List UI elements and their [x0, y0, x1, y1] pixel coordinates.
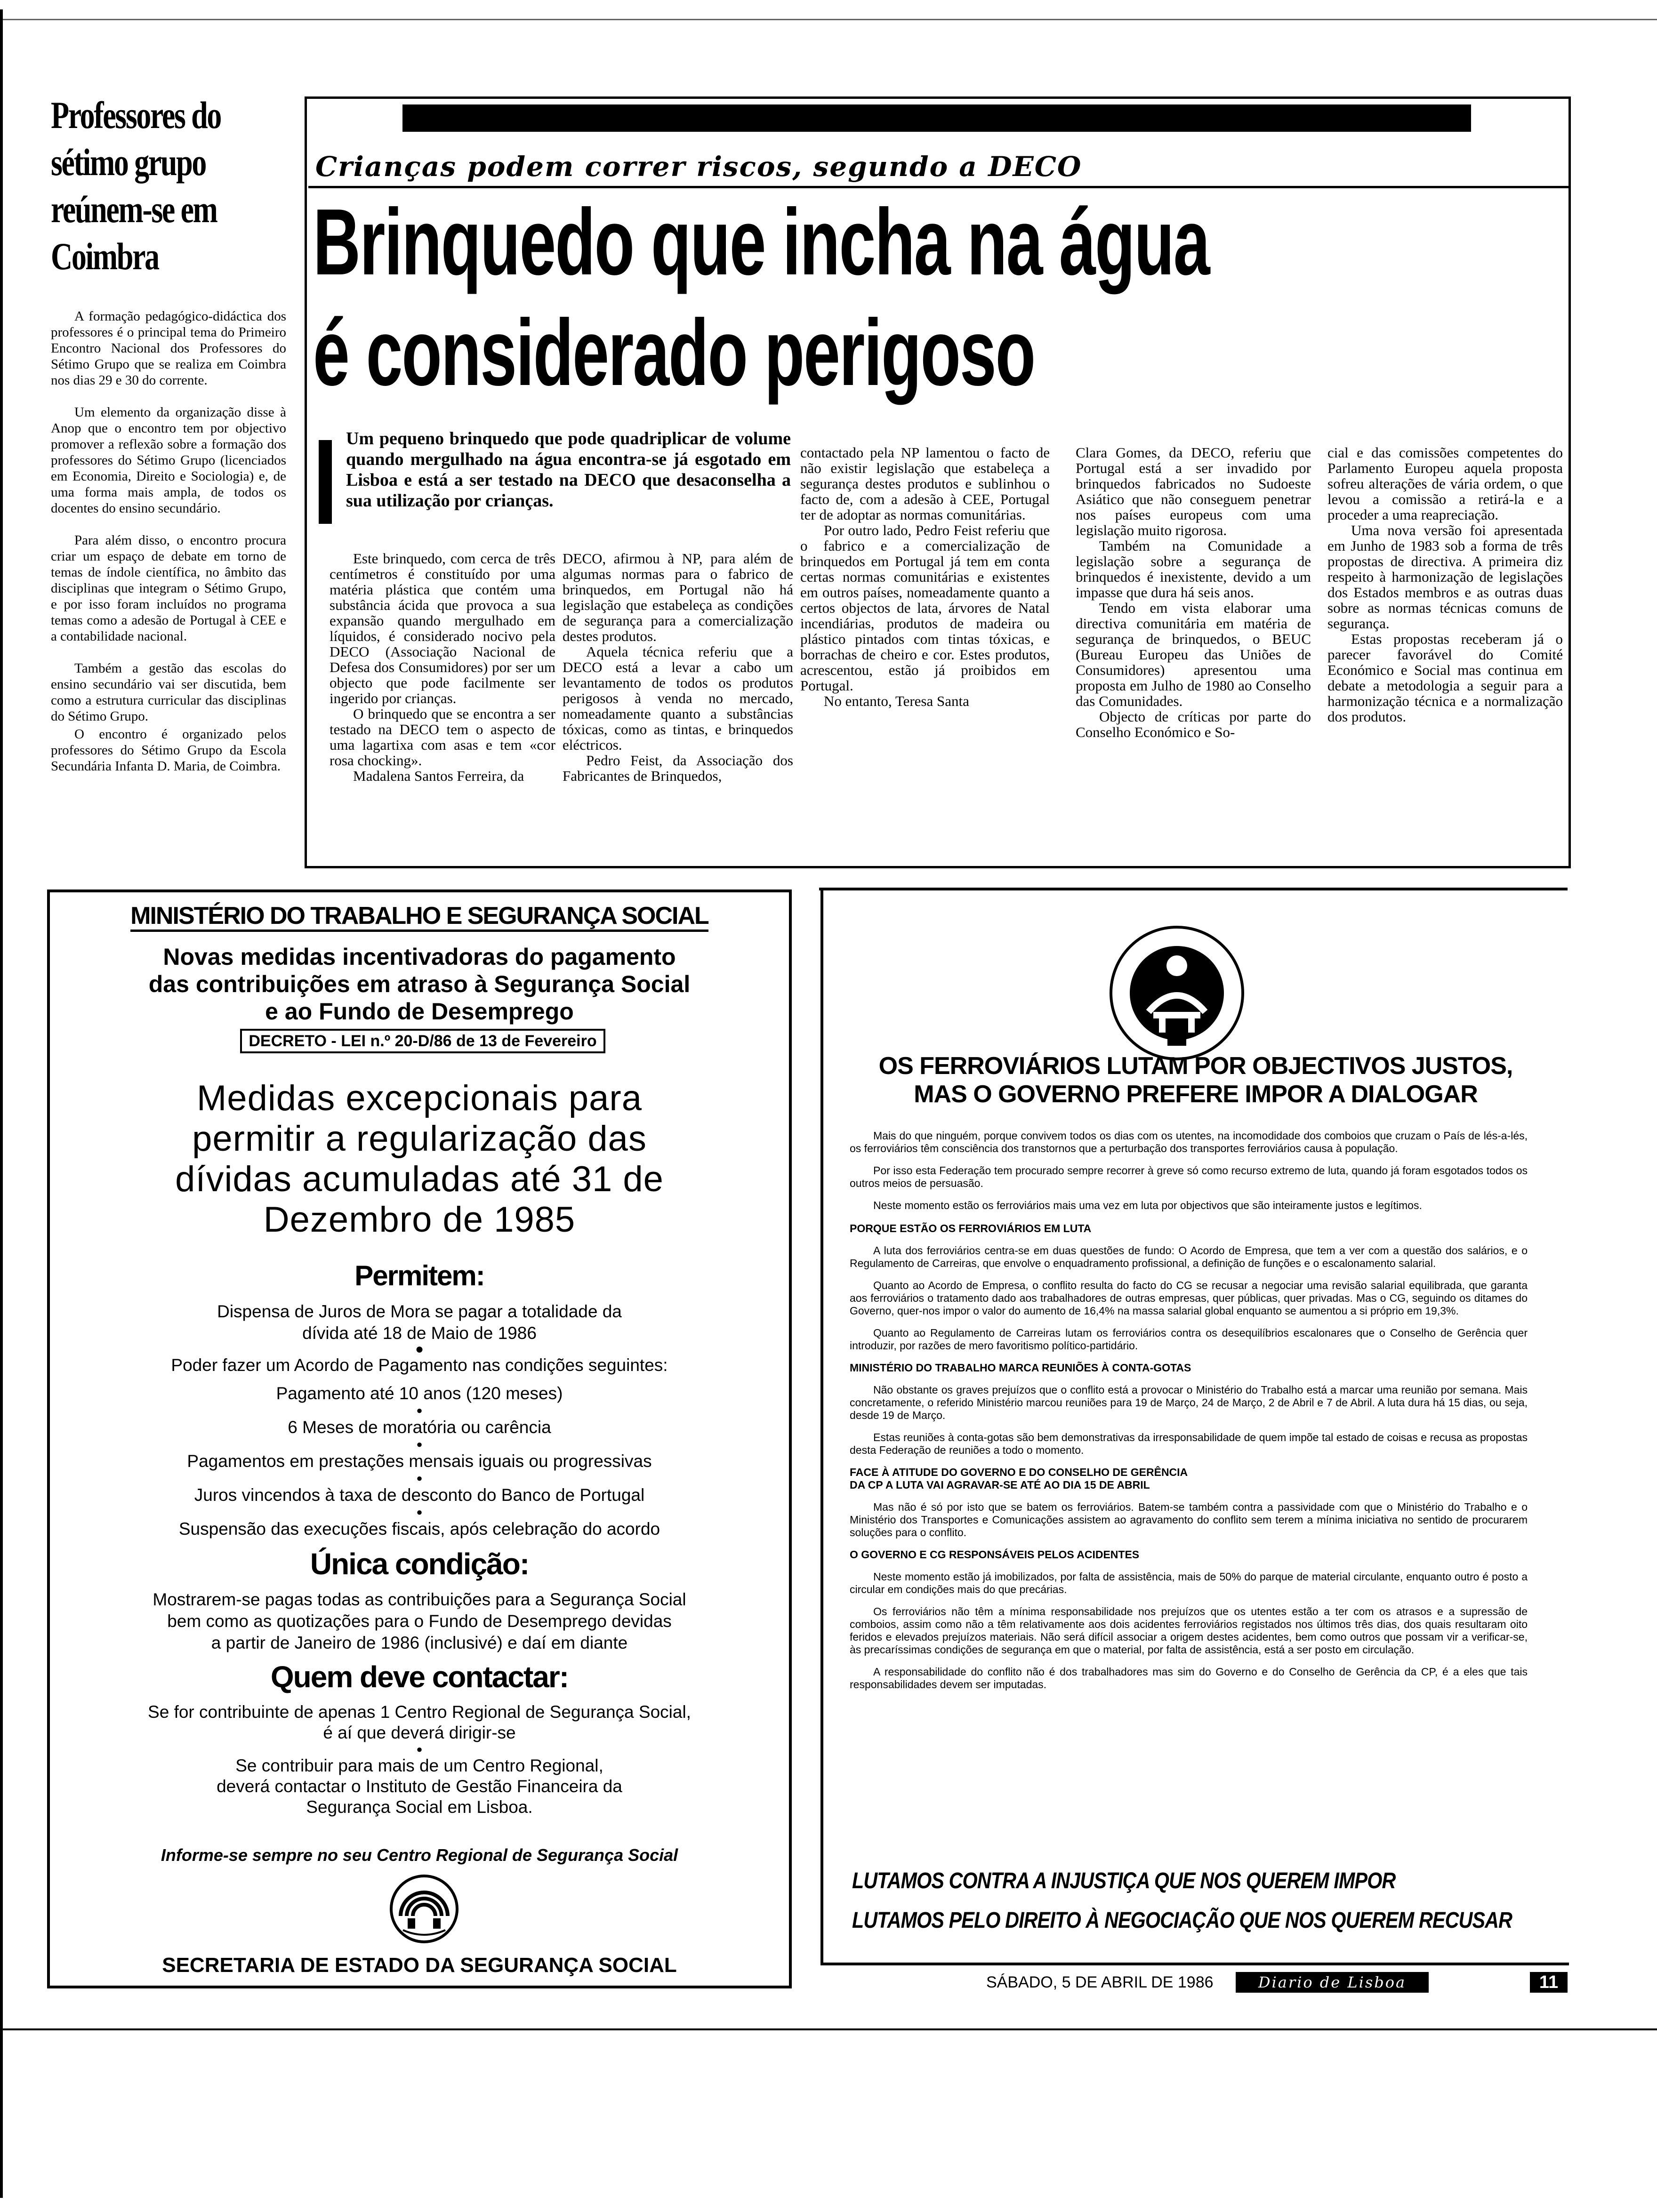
lead-bar	[319, 440, 332, 524]
rail-paragraph: Neste momento estão os ferroviários mais uma vez em luta por objectivos que são inteiramente justos e legítimos.	[873, 1199, 1422, 1211]
headline-line-1: Brinquedo que incha na água	[313, 190, 1209, 295]
seguranca-social-logo	[389, 1874, 459, 1944]
unica-heading: Única condição:	[310, 1547, 529, 1581]
rail-slogans	[852, 1861, 1558, 1940]
condition-item: Pagamentos em prestações mensais iguais ou progressivas	[187, 1451, 652, 1471]
bullet: ●	[416, 1472, 423, 1484]
rail-top-rule	[819, 888, 1568, 890]
col4-paragraph: Clara Gomes, da DECO, referiu que Portugal está a ser invadido por brinquedos fabricados no Sudoeste Asiático que não conseguem penetrar nos países europeus com uma legislação muito rigorosa.	[1076, 445, 1311, 538]
left-paragraph: Para além disso, o encontro procura criar um espaço de debate em torno de temas de índole científica, no âmbito das disciplinas que integram o Sétimo Grupo, e por isso foram incluídos no programa temas como a adesão de Portugal à CEE e a contabilidade nacional.	[51, 533, 286, 644]
ministry-footer: SECRETARIA DE ESTADO DA SEGURANÇA SOCIAL	[162, 1954, 677, 1977]
rail-section-heading: MINISTÉRIO DO TRABALHO MARCA REUNIÕES À CONTA-GOTAS	[850, 1362, 1191, 1374]
article-col-5	[1327, 445, 1563, 864]
article-col-3	[800, 445, 1050, 864]
rail-paragraph: Quanto ao Regulamento de Carreiras lutam os ferroviários contra os desequilíbrios escalonares que o Conselho de Gerência quer introduzir, por razões de mero favoritismo político-partidário.	[850, 1327, 1528, 1352]
col2-paragraph: Pedro Feist, da Associação dos Fabricantes de Brinquedos,	[563, 752, 793, 784]
ministry-header: MINISTÉRIO DO TRABALHO E SEGURANÇA SOCIAL	[50, 902, 789, 930]
col2-paragraph: DECO, afirmou à NP, para além de algumas normas para o fabrico de brinquedos, em Portugal não há legislação que estabeleça as condições de segurança para a comercialização destes produtos.	[563, 551, 793, 644]
page-top-edge	[0, 19, 1657, 20]
rail-paragraph: Quanto ao Acordo de Empresa, o conflito resulta do facto do CG se recusar a negociar uma revisão salarial equilibrada, que garanta aos ferroviários o tratamento dado aos trabalhadores de outras empresas, quer públicas, quer privadas. Mas o CG, seguindo os ditames do Governo, quer-nos impor o valor do aumento de 16,4% na massa salarial global enquanto se aumentou a si próprio em 19,3%.	[850, 1279, 1528, 1317]
unica-text: Mostrarem-se pagas todas as contribuições para a Segurança Social bem como as quotizações para o Fundo de Desemprego devidas a partir de Janeiro de 1986 (inclusivé) e daí em diante	[153, 1590, 686, 1652]
left-paragraph: Também a gestão das escolas do ensino secundário vai ser discutida, bem como a estrutura curricular das disciplinas do Sétimo Grupo.	[51, 661, 286, 724]
col1-paragraph: Este brinquedo, com cerca de três centímetros é constituído por uma matéria plástica que contém uma substância ácida que provoca a sua expansão quando mergulhado em líquidos, é considerado nocivo pela DECO (Associação Nacional de Defesa dos Consumidores) por ser um objecto que pode facilmente ser ingerido por crianças.	[330, 551, 555, 706]
ministry-subtitle: Novas medidas incentivadoras do pagamento das contribuições em atraso à Segurança Social e ao Fundo de Desemprego	[148, 944, 691, 1025]
rail-section-heading: FACE À ATITUDE DO GOVERNO E DO CONSELHO DE GERÊNCIA DA CP A LUTA VAI AGRAVAR-SE ATÉ AO DIA 15 DE ABRIL	[850, 1466, 1188, 1491]
left-article-body	[51, 308, 286, 868]
col5-paragraph: Estas propostas receberam já o parecer favorável do Comité Económico e Social mas continua em debate a metodologia a seguir para a harmonização técnica e a normalização dos produtos.	[1327, 631, 1563, 725]
footer-page-number: 11	[1530, 1972, 1568, 1993]
article-col-1	[330, 551, 555, 864]
rail-left-rule	[820, 888, 823, 1965]
permitem-list: Dispensa de Juros de Mora se pagar a totalidade da dívida até 18 de Maio de 1986 ● Poder fazer um Acordo de Pagamento nas condições seguintes: Pagamento até 10 anos (120 meses) ● 6 Meses de moratória ou carência ● Pagamentos em prestações mensais iguais ou progressivas ● Juros vincendos à taxa de desconto do Banco de Portugal ● Suspensão das execuções fiscais, após celebração do acordo	[50, 1301, 789, 1540]
rail-paragraph: A responsabilidade do conflito não é dos trabalhadores mas sim do Governo e do Conselho de Gerência da CP, é a eles que tais responsabilidades devem ser imputadas.	[850, 1666, 1528, 1691]
quem-text: Se for contribuinte de apenas 1 Centro Regional de Segurança Social, é aí que deverá dirigir-se ● Se contribuir para mais de um Centro Regional, deverá contactar o Instituto de Gestão Financeira da Segurança Social em Lisboa.	[50, 1702, 789, 1818]
left-paragraph: Um elemento da organização disse à Anop que o encontro tem por objectivo promover a reflexão sobre a formação dos professores do Sétimo Grupo (licenciados em Economia, Direito e Sociologia) e, de uma forma mais ampla, de todos os docentes do ensino secundário.	[51, 405, 286, 516]
condition-item: 6 Meses de moratória ou carência	[288, 1418, 551, 1437]
bullet: ●	[416, 1506, 423, 1518]
federation-emblem	[1106, 922, 1247, 1064]
col5-paragraph: Uma nova versão foi apresentada em Junho de 1983 sob a forma de três propostas de directiva. A primeira diz respeito à harmonização de legislações dos Estados membros e as outras duas sobre as normas técnicas comuns de segurança.	[1327, 522, 1563, 632]
rail-paragraph: Neste momento estão já imobilizados, por falta de assistência, mais de 50% do parque de material circulante, enquanto outro é posto a circular em condições mais do que precárias.	[850, 1571, 1528, 1595]
rail-bottom-rule	[820, 1963, 1569, 1965]
col3-paragraph: Por outro lado, Pedro Feist referiu que o fabrico e a comercialização de brinquedos em Portugal já tem em conta certas normas comunitárias e existentes em outros países, nomeadamente quanto a certos objectos de lata, árvores de Natal incendiárias, produtos de madeira ou plástico pintados com tintas tóxicas, e borrachas de cheiro e cor. Estes produtos, acrescentou, estão já proibidos em Portugal.	[800, 522, 1050, 694]
rail-paragraph: Mais do que ninguém, porque convivem todos os dias com os utentes, na incomodidade dos comboios que cruzam o País de lés-a-lés, os ferroviários têm consciência dos transtornos que a perturbação dos transportes ferroviários causa à população.	[850, 1130, 1528, 1154]
quem-heading: Quem deve contactar:	[270, 1660, 569, 1694]
bullet: ●	[416, 1404, 423, 1416]
slogan: LUTAMOS CONTRA A INJUSTIÇA QUE NOS QUEREM IMPOR	[852, 1868, 1396, 1893]
col4-paragraph: Objecto de críticas por parte do Conselho Económico e So-	[1076, 708, 1311, 740]
col1-paragraph: Madalena Santos Ferreira, da	[353, 768, 524, 784]
rail-section-heading: PORQUE ESTÃO OS FERROVIÁRIOS EM LUTA	[850, 1222, 1092, 1234]
col3-paragraph: No entanto, Teresa Santa	[824, 693, 969, 709]
bullet: ●	[415, 1341, 424, 1357]
decree-box: DECRETO - LEI n.º 20-D/86 de 13 de Fevereiro	[240, 1029, 605, 1053]
ministry-title: Medidas excepcionais para permitir a regularização das dívidas acumuladas até 31 de Dezembro de 1985	[175, 1078, 664, 1240]
rail-paragraph: Os ferroviários não têm a mínima responsabilidade nos prejuízos que os utentes estão a ter com os atrasos e a supressão de comboios, assim como não a têm relativamente aos dois acidentes ferroviários registados nos últimos três dias, dos quais resultaram oito feridos e elevados prejuízos materiais. Não será difícil associar a origem destes acidentes, bem como outros que possam vir a verificar-se, às precaríssimas condições de segurança em que o material, por falta de assistência, está a ser posto em circulação.	[850, 1605, 1528, 1656]
rail-paragraph: A luta dos ferroviários centra-se em duas questões de fundo: O Acordo de Empresa, que tem a ver com a questão dos salários, e o Regulamento de Carreiras, que envolve o enquadramento profissional, a definição de funções e o escalonamento salarial.	[850, 1244, 1528, 1269]
left-paragraph: A formação pedagógico-didáctica dos professores é o principal tema do Primeiro Encontro Nacional dos Professores do Sétimo Grupo que se realiza em Coimbra nos dias 29 e 30 do corrente.	[51, 309, 286, 388]
left-headline: Professores do sétimo grupo reúnem-se em Coimbra	[51, 94, 221, 278]
headline-line-2: é considerado perigoso	[313, 300, 1035, 405]
rail-paragraph: Não obstante os graves prejuízos que o conflito está a provocar o Ministério do Trabalho está a marcar uma reunião por semana. Mais concretamente, o referido Ministério marcou reuniões para 19 de Março, 24 de Março, 2 de Abril e 7 de Abril. A luta dura há 15 dias, ou seja, desde 19 de Março.	[850, 1384, 1528, 1421]
rail-paragraph: Estas reuniões à conta-gotas são bem demonstrativas da irresponsabilidade de quem impõe tal estado de coisas e recusa as propostas desta Federação de reuniões a todo o momento.	[850, 1431, 1528, 1456]
top-black-bar	[402, 104, 1471, 132]
col2-paragraph: Aquela técnica referiu que a DECO está a levar a cabo um levantamento de todos os produtos perigosos à venda no mercado, nomeadamente quanto a substâncias tóxicas, como as tintas, e brinquedos eléctricos.	[563, 643, 793, 753]
page-bottom-edge	[0, 2028, 1657, 2030]
footer-masthead: Diario de Lisboa	[1236, 1972, 1429, 1993]
condition-item: Pagamento até 10 anos (120 meses)	[276, 1384, 563, 1403]
rail-title: OS FERROVIÁRIOS LUTAM POR OBJECTIVOS JUSTOS, MAS O GOVERNO PREFERE IMPOR A DIALOGAR	[878, 1052, 1513, 1108]
slogan: LUTAMOS PELO DIREITO À NEGOCIAÇÃO QUE NOS QUEREM RECUSAR	[852, 1908, 1512, 1933]
col1-paragraph: O brinquedo que se encontra a ser testado na DECO tem o aspecto de uma lagartixa com asas e tem «cor rosa chocking».	[330, 705, 555, 769]
kicker: Crianças podem correr riscos, segundo a DECO	[315, 151, 1082, 183]
col3-paragraph: contactado pela NP lamentou o facto de não existir legislação que estabeleça a segurança destes produtos e sublinhou o facto de, com a adesão à CEE, Portugal ter de adoptar as normas comunitárias.	[800, 445, 1050, 523]
informe-line: Informe-se sempre no seu Centro Regional de Segurança Social	[161, 1845, 678, 1865]
article-col-2	[563, 551, 793, 864]
condition-item: Suspensão das execuções fiscais, após celebração do acordo	[178, 1519, 660, 1539]
permitem-heading: Permitem:	[354, 1260, 484, 1291]
lead-paragraph: Um pequeno brinquedo que pode quadriplicar de volume quando mergulhado na água encontra-se já esgotado em Lisboa e está a ser testado na DECO que desaconselha a sua utilização por crianças.	[346, 429, 791, 511]
col5-paragraph: cial e das comissões competentes do Parlamento Europeu aquela proposta sofreu alterações de vária ordem, o que levou a comissão a retirá-la e a proceder a uma reapreciação.	[1327, 445, 1563, 523]
bullet: ●	[416, 1743, 423, 1755]
page-left-edge	[0, 9, 3, 2198]
condition-item: Juros vincendos à taxa de desconto do Banco de Portugal	[194, 1485, 645, 1505]
col4-paragraph: Também na Comunidade a legislação sobre a segurança de brinquedos é inexistente, devido a um impasse que dura há seis anos.	[1076, 537, 1311, 601]
article-col-4	[1076, 445, 1311, 864]
left-paragraph: O encontro é organizado pelos professores do Sétimo Grupo da Escola Secundária Infanta D. Maria, de Coimbra.	[51, 727, 286, 774]
rail-section-heading: O GOVERNO E CG RESPONSÁVEIS PELOS ACIDENTES	[850, 1548, 1140, 1561]
footer-date: SÁBADO, 5 DE ABRIL DE 1986	[986, 1973, 1214, 1991]
rail-body	[850, 1130, 1528, 1868]
rail-paragraph: Por isso esta Federação tem procurado sempre recorrer à greve só como recurso extremo de luta, quando já foram esgotados todos os outros meios de persuasão.	[850, 1164, 1528, 1189]
rail-paragraph: Mas não é só por isto que se batem os ferroviários. Batem-se também contra a passividade com que o Ministério do Trabalho e o Ministério dos Transportes e Comunicações assistem ao agravamento do conflito sem terem a mínima iniciativa no sentido de procurarem soluções para o conflito.	[850, 1501, 1528, 1539]
bullet: ●	[416, 1438, 423, 1450]
ministry-ad	[47, 890, 792, 1988]
col4-paragraph: Tendo em vista elaborar uma directiva comunitária em matéria de segurança de brinquedos, o BEUC (Bureau Europeu das Uniões de Consumidores) apresentou uma proposta em Julho de 1980 ao Conselho das Comunidades.	[1076, 600, 1311, 709]
